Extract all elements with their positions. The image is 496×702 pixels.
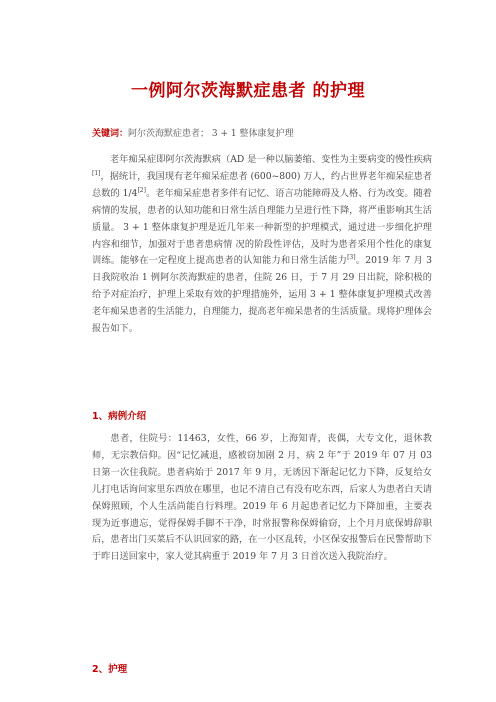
section-heading-nursing: 2、护理 bbox=[92, 664, 128, 675]
section-heading-case: 1、病例介绍 bbox=[92, 411, 147, 422]
keywords-label: 关键词： bbox=[92, 129, 129, 139]
intro-paragraph bbox=[92, 152, 432, 338]
intro-text-4: 。2019 年 7 月 3 日我院收治 1 例阿尔茨海默症的患者，住院 26 日，于 7 月 29 日出院，除积极的给予对症治疗，护理上采取有效的护理措施外，运用 3 + 1 整体康复护理模式改善老年痴呆患者的生活能力，自理能力，提高老年痴呆患者的生活质量。现将护理体会报告如下。 bbox=[92, 255, 432, 335]
case-paragraph bbox=[92, 431, 432, 566]
citation-1: [1] bbox=[92, 169, 101, 177]
intro-text-1: 老年痴呆症即阿尔茨海默病（AD 是一种以脑萎缩、变性为主要病变的慢性疾病 bbox=[110, 154, 432, 165]
case-text: 患者，住院号：11463，女性，66 岁，上海知青，丧偶，大专文化，退休教师，无宗教信仰。因“记忆减退，感被窃加剧 2 月，病 2 年”于 2019 年 07 月 03 日第一次住我院。患者病始于 2017 年 9 月，无诱因下渐起记忆力下降，反复给女儿打电话询问家里东西放在哪里，也记不清自己有没有吃东西，后家人为患者白天请保姆照顾，个人生活尚能自行料理。2019 年 6 月起患者记忆力下降加重，主要表现为近事遗忘，觉得保姆手脚不干净，时常报警称保姆偷窃，上个月月底保姆辞职后，患者出门买菜后不认识回家的路，在一小区乱转，小区保安报警后在民警帮助下于昨日送回家中，家人觉其病重于 2019 年 7 月 3 日首次送入我院治疗。 bbox=[92, 433, 432, 563]
page-title: 一例阿尔茨海默症患者 的护理 bbox=[131, 81, 365, 101]
keywords-line bbox=[92, 126, 293, 139]
intro-text-3: 。老年痴呆症患者多伴有记忆、语言功能障碍及人格、行为改变。随着病情的发展，患者的认知功能和日常生活自理能力呈进行性下降，将严重影响其生活质量。 3 + 1 整体康复护理是近几年来一种新型的护理模式，通过进一步细化护理内容和细节，加强对于患者患病情 况的阶段性评估，及时为患者采用个性化的康复训练。能够在一定程度上提高患者的认知能力和日常生活能力 bbox=[92, 187, 432, 267]
intro-text-2: ，据统计，我国现有老年痴呆症患者 (600~800) 万人，约占世界老年痴呆症患者总数的 1/4 bbox=[92, 170, 432, 199]
citation-2: [2] bbox=[137, 186, 146, 194]
keywords-text: 阿尔茨海默症患者； 3 + 1 整体康复护理 bbox=[128, 129, 294, 139]
citation-3: [3] bbox=[347, 254, 356, 262]
